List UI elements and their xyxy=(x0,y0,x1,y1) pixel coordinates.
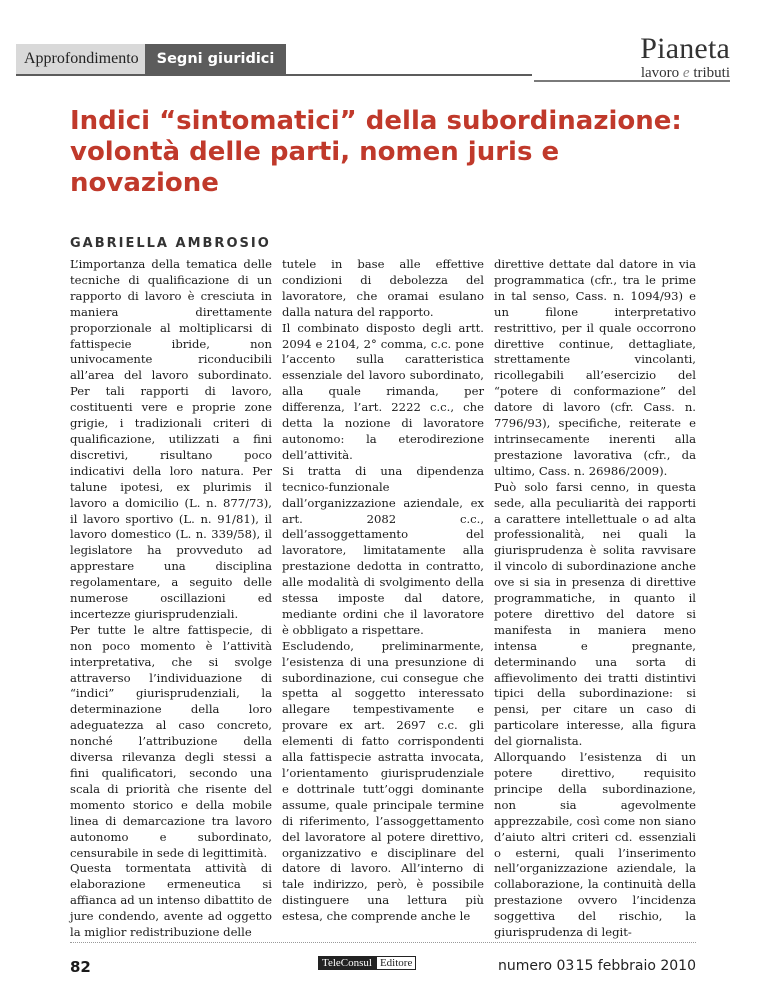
logo-main: Pianeta xyxy=(640,32,730,65)
paragraph: Può solo farsi cenno, in questa sede, alla peculiarità dei rapporti a carattere intellettuale o ad alta professionalità, nei quali la giurisprudenza è solita ravvisare il vincolo di subordinazione anche ove si sia in presenza di direttive programmatiche, in quanto il potere direttivo del datore si manifesta in maniera meno intensa e pregnante, determinando una sorta di affievolimento dei tratti distintivi tipici della subordinazione: si pensi, per citare un caso di particolare interesse, alla figura del giornalista. xyxy=(494,479,696,749)
paragraph: L’importanza della tematica delle tecniche di qualificazione di un rapporto di lavoro è cresciuta in maniera direttamente proporzionale al moltiplicarsi di fattispecie ibride, non univocamente riconducibili all’area del lavoro subordinato. Per tali rapporti di lavoro, costituenti vere e proprie zone grigie, i tradizionali criteri di qualificazione, utilizzati a fini discretivi, risultano poco indicativi della loro natura. Per talune ipotesi, ex plurimis il lavoro a domicilio (L. n. 877/73), il lavoro sportivo (L. n. 91/81), il lavoro domestico (L. n. 339/58), il legislatore ha provveduto ad apprestare una disciplina regolamentare, a seguito delle numerose oscillazioni ed incertezze giurisprudenziali. xyxy=(70,257,272,621)
text-column-3 xyxy=(494,257,696,940)
paragraph: Questa tormentata attività di elaborazione ermeneutica si affianca ad un intenso dibattito de jure condendo, avente ad oggetto la miglior redistribuzione delle xyxy=(70,861,272,940)
paragraph: Escludendo, preliminarmente, l’esistenza di una presunzione di subordinazione, cui consegue che spetta al soggetto interessato allegare tempestivamente e provare ex art. 2697 c.c. gli elementi di fatto corrispondenti alla fattispecie astratta invocata, l’orientamento giurisprudenziale e dottrinale tutt’oggi dominante assume, quale principale termine di riferimento, l’assoggettamento del lavoratore al potere direttivo, organizzativo e disciplinare del datore di lavoro. All’interno di tale indirizzo, però, è possibile distinguere una lettura più estesa, che comprende anche le xyxy=(282,638,484,924)
logo-rule xyxy=(534,80,730,82)
magazine-logo xyxy=(640,34,730,81)
logo-subtitle xyxy=(640,65,730,81)
article-author: GABRIELLA AMBROSIO xyxy=(70,236,271,251)
header-category: Approfondimento xyxy=(16,44,145,74)
page-number: 82 xyxy=(70,958,91,976)
paragraph: direttive dettate dal datore in via programmatica (cfr., tra le prime in tal senso, Cass. n. 1094/93) e un filone interpretativo restrittivo, per il quale occorrono direttive continue, dettagliate, strettamente vincolanti, ricollegabili all’esercizio del “potere di conformazione” del datore di lavoro (cfr. Cass. n. 7796/93), specifiche, reiterate e intrinsecamente inerenti alla prestazione lavorativa (cfr., da ultimo, Cass. n. 26986/2009). xyxy=(494,257,696,478)
logo-sub-e: e xyxy=(682,65,690,81)
publisher-name: TeleConsul xyxy=(318,956,376,970)
section-header xyxy=(16,44,286,74)
issue-date: 15 febbraio 2010 xyxy=(575,958,696,974)
text-column-1 xyxy=(70,257,272,940)
footer-rule xyxy=(70,942,696,943)
text-column-2 xyxy=(282,257,484,924)
issue-number: numero 03 xyxy=(498,958,575,974)
paragraph: Il combinato disposto degli artt. 2094 e 2104, 2° comma, c.c. pone l’accento sulla caratteristica essenziale del lavoro subordinato, alla quale rimanda, per differenza, l’art. 2222 c.c., che detta la nozione di lavoratore autonomo: la eterodirezione dell’attività. xyxy=(282,320,484,462)
paragraph: Per tutte le altre fattispecie, di non poco momento è l’attività interpretativa, che si svolge attraverso l’individuazione di “indici” giurisprudenziali, la determinazione della loro adeguatezza al caso concreto, nonché l’attribuzione della diversa rilevanza degli stessi a fini qualificatori, secondo una scala di priorità che risente del momento storico e della mobile linea di demarcazione tra lavoro autonomo e subordinato, censurabile in sede di legittimità. xyxy=(70,622,272,860)
paragraph: Allorquando l’esistenza di un potere direttivo, requisito principe della subordinazione, non sia agevolmente apprezzabile, così come non siano d’aiuto altri criteri cd. essenziali o esterni, quali l’inserimento nell’organizzazione aziendale, la collaborazione, la continuità della prestazione ovvero l’incidenza soggettiva del rischio, la giurisprudenza di legit- xyxy=(494,750,696,940)
paragraph: tutele in base alle effettive condizioni di debolezza del lavoratore, che oramai esulano dalla natura del rapporto. xyxy=(282,257,484,319)
logo-sub-word-2: tributi xyxy=(693,65,730,81)
header-section: Segni giuridici xyxy=(145,44,287,74)
article-title: Indici “sintomatici” della subordinazione: volontà delle parti, nomen juris e novazione xyxy=(70,106,682,198)
publisher-logo xyxy=(318,956,416,970)
paragraph: Si tratta di una dipendenza tecnico-funzionale dall’organizzazione aziendale, ex art. 2082 c.c., dell’assoggettamento del lavoratore, limitatamente alla prestazione dedotta in contratto, alle modalità di svolgimento della stessa imposte dal datore, mediante ordini che il lavoratore è obbligato a rispettare. xyxy=(282,463,484,637)
article-body xyxy=(70,257,696,940)
header-rule xyxy=(16,74,532,76)
publisher-label: Editore xyxy=(376,956,416,970)
logo-sub-word-1: lavoro xyxy=(640,65,680,81)
